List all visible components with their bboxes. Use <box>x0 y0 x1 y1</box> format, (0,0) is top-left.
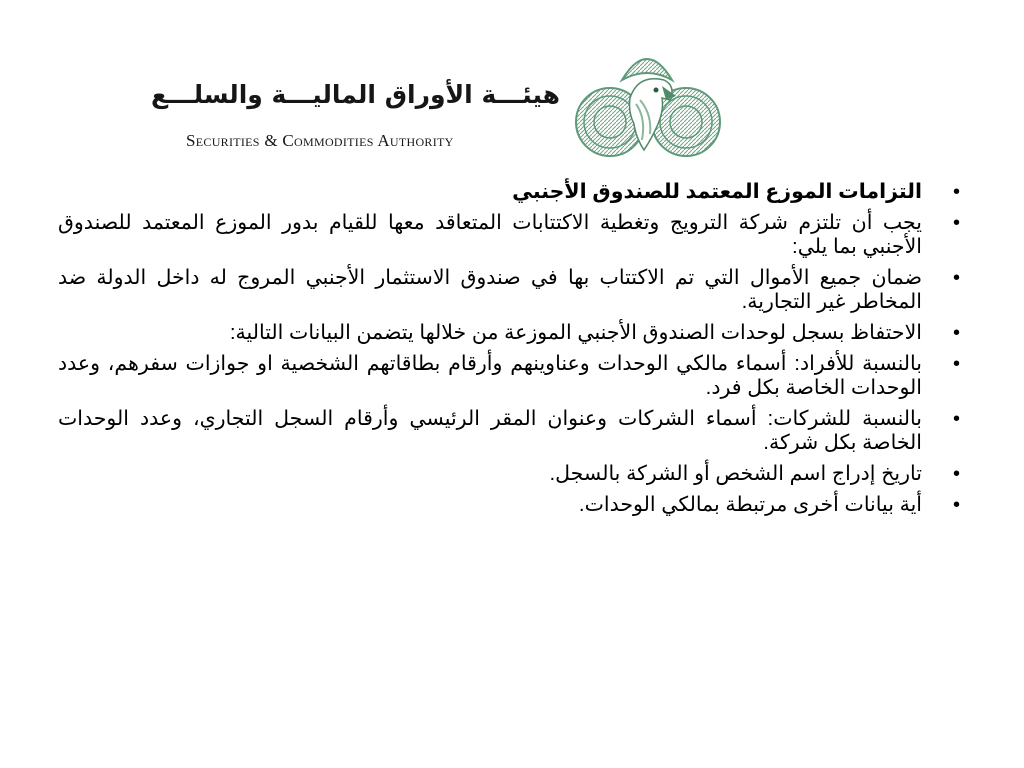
list-item <box>58 266 968 314</box>
list-item-text: الاحتفاظ بسجل لوحدات الصندوق الأجنبي الموزعة من خلالها يتضمن البيانات التالية: <box>229 321 922 344</box>
list-item-text: التزامات الموزع المعتمد للصندوق الأجنبي <box>512 180 922 203</box>
bullet-icon: • <box>952 212 960 234</box>
bullet-icon: • <box>952 463 960 485</box>
list-item <box>58 211 968 259</box>
bullet-icon: • <box>952 267 960 289</box>
list-item-text: بالنسبة للشركات: أسماء الشركات وعنوان المقر الرئيسي وأرقام السجل التجاري، وعدد الوحدات الخاصة بكل شركة. <box>58 407 922 454</box>
org-name-english: Securities & Commodities Authority <box>186 131 454 150</box>
list-item <box>58 321 968 345</box>
logo-header <box>0 0 1024 180</box>
list-item <box>58 352 968 400</box>
bullet-icon: • <box>952 322 960 344</box>
list-item <box>58 493 968 517</box>
list-item-text: تاريخ إدراج اسم الشخص أو الشركة بالسجل. <box>549 462 922 485</box>
falcon-emblem-icon <box>572 38 722 178</box>
list-item <box>58 462 968 486</box>
bullet-icon: • <box>952 181 960 203</box>
bullet-icon: • <box>952 494 960 516</box>
list-item <box>58 180 968 204</box>
list-item-text: يجب أن تلتزم شركة الترويج وتغطية الاكتتابات المتعاقد معها للقيام بدور الموزع المعتمد للصندوق الأجنبي بما يلي: <box>58 211 922 258</box>
list-item-text: بالنسبة للأفراد: أسماء مالكي الوحدات وعناوينهم وأرقام بطاقاتهم الشخصية او جوازات سفرهم، وعدد الوحدات الخاصة بكل فرد. <box>58 352 922 399</box>
list-item-text: ضمان جميع الأموال التي تم الاكتتاب بها في صندوق الاستثمار الأجنبي المروج له داخل الدولة ضد المخاطر غير التجارية. <box>58 266 922 313</box>
list-item-text: أية بيانات أخرى مرتبطة بمالكي الوحدات. <box>578 493 922 516</box>
org-name-arabic: هيئـــة الأوراق الماليـــة والسلـــع <box>150 80 560 109</box>
list-item <box>58 407 968 455</box>
slide-body <box>58 180 968 524</box>
bullet-list <box>58 180 968 517</box>
bullet-icon: • <box>952 353 960 375</box>
bullet-icon: • <box>952 408 960 430</box>
